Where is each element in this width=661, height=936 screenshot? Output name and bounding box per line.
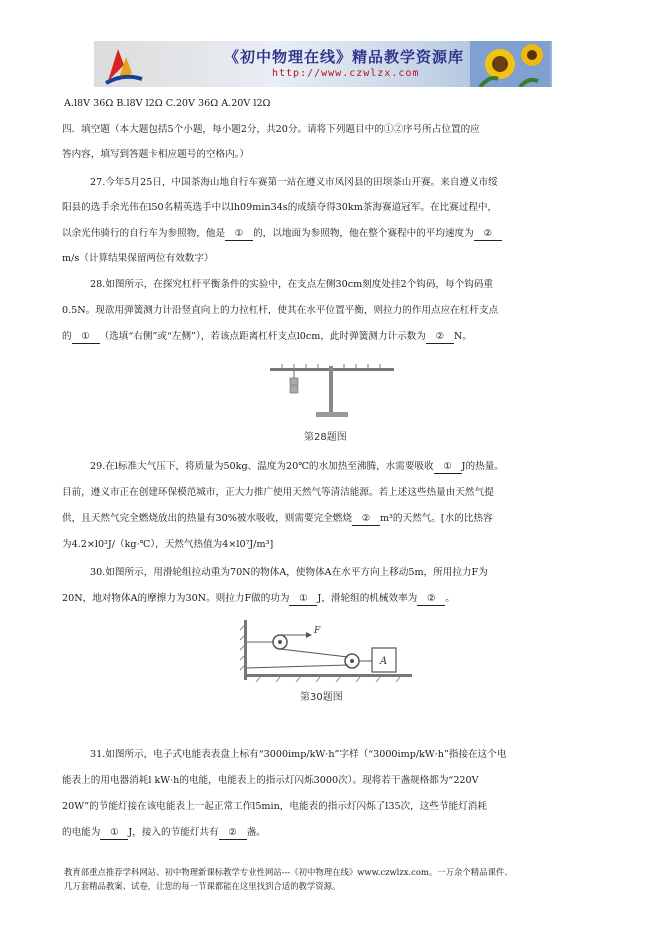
- answer-blank: ②: [417, 592, 445, 606]
- banner-title: 《初中物理在线》精品教学资源库: [224, 48, 465, 66]
- q31-line3: 20W”的节能灯接在该电能表上一起正常工作l5min，电能表的指示灯闪烁了l35次，这些节能灯消耗: [62, 801, 487, 812]
- answer-blank: ②: [352, 512, 380, 526]
- footer-line1: 教育部重点推荐学科网站、初中物理新课标教学专业性网站---《初中物理在线》www.czwlzx.com。一万余个精品课件、: [64, 867, 513, 877]
- answer-blank: ②: [474, 227, 502, 241]
- q27-line2: 阳县的选手余光伟在l50名精英选手中以lh09min34s的成绩夺得30km茶海赛道冠军。在比赛过程中，: [62, 202, 498, 213]
- q31-line2: 能表上的用电器消耗l kW·h的电能，电能表上的指示灯闪烁3000次）。现将若干盏规格都为“220V: [62, 775, 479, 786]
- figure-30-caption: 第30题图: [300, 692, 343, 703]
- banner-url: http://www.czwlzx.com: [272, 68, 420, 79]
- block-label: A: [380, 656, 388, 667]
- section-heading: 四．填空题（本大题包括5个小题，每小题2分，共20分。请将下列题目中的①②序号所占位置的应: [62, 124, 480, 135]
- footer-line2: 几万套精品教案、试卷，让您的每一节课都能在这里找到合适的教学资源。: [64, 881, 341, 891]
- q29-line3: 供，且天然气完全燃烧放出的热量有30%被水吸收，则需要完全燃烧 ② m³的天然气。[水的比热容: [62, 513, 493, 524]
- q29-line1: 29.在l标准大气压下，将质量为50kg、温度为20℃的水加热至沸腾，水需要吸收 ① J的热量。: [90, 461, 504, 472]
- q30-line1: 30.如图所示，用滑轮组拉动重为70N的物体A，使物体A在水平方向上移动5m，所用拉力F为: [90, 567, 488, 578]
- answer-blank: ①: [72, 330, 100, 344]
- sunflower-image: [470, 41, 550, 87]
- pulley-diagram: [240, 618, 416, 684]
- answer-blank: ②: [219, 826, 247, 840]
- q28-line3: 的 ① （选填“右侧”或“左侧”），若该点距离杠杆支点l0cm，此时弹簧测力计示数为 ② N。: [62, 331, 472, 342]
- force-label: F: [314, 626, 321, 636]
- site-logo-icon: [102, 43, 146, 85]
- answer-blank: ②: [426, 330, 454, 344]
- q31-line1: 31.如图所示，电子式电能表表盘上标有“3000imp/kW·h”字样（“3000imp/kW·h”指接在这个电: [90, 749, 507, 760]
- q29-line4: 为4.2×l0³J/（kg·℃），天然气热值为4×l0⁷J/m³]: [62, 539, 274, 550]
- q31-line4: 的电能为 ① J，接入的节能灯共有 ② 盏。: [62, 827, 266, 838]
- q28-line1: 28.如图所示，在探究杠杆平衡条件的实验中，在支点左侧30cm刻度处挂2个钩码，每个钩码重: [90, 279, 494, 290]
- section-heading-cont: 答内容，填写到答题卡相应题号的空格内。）: [62, 149, 250, 160]
- lever-diagram: [268, 358, 396, 420]
- header-banner: [94, 41, 552, 87]
- q28-line2: 0.5N。现欲用弹簧测力计沿竖直向上的力拉杠杆，使其在水平位置平衡，则拉力的作用点应在杠杆支点: [62, 305, 499, 316]
- q29-line2: 目前，遵义市正在创建环保模范城市，正大力推广使用天然气等清洁能源。若上述这些热量由天然气提: [62, 487, 494, 498]
- q27-line3: 以余光伟骑行的自行车为参照物，他是 ① 的，以地面为参照物，他在整个赛程中的平均速度为 ②: [62, 227, 502, 241]
- q27-line1: 27.今年5月25日，中国茶海山地自行车赛第一站在遵义市凤冈县的田坝茶山开赛。来自遵义市绥: [90, 177, 498, 188]
- answer-blank: ①: [225, 227, 253, 241]
- q30-line2: 20N，地对物体A的摩擦力为30N。则拉力F做的功为 ① J，滑轮组的机械效率为 ② 。: [62, 593, 455, 604]
- figure-28-caption: 第28题图: [304, 432, 347, 443]
- answer-blank: ①: [434, 460, 462, 474]
- answer-options: A.l8V 36Ω B.l8V l2Ω C.20V 36Ω A.20V l2Ω: [64, 98, 271, 109]
- answer-blank: ①: [100, 826, 128, 840]
- q27-line4: m/s（计算结果保留两位有效数字）: [62, 253, 214, 264]
- answer-blank: ①: [289, 592, 317, 606]
